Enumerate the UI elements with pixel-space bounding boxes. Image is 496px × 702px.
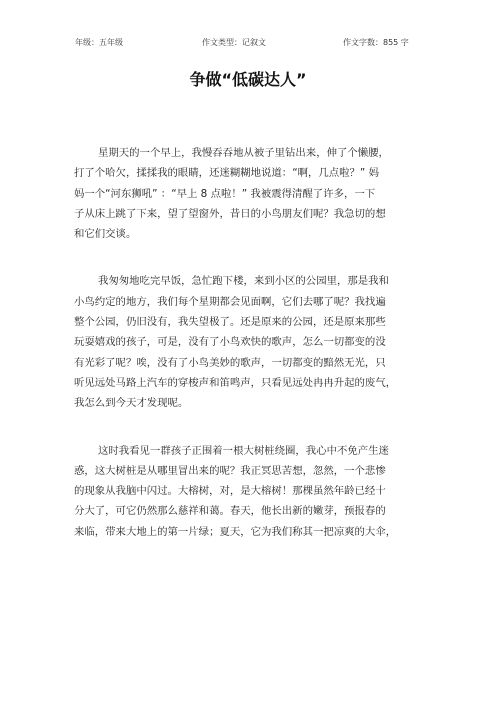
paragraph-line: 星期天的一个早上，我慢吞吞地从被子里钻出来，伸了个懒腰， xyxy=(98,147,389,159)
essay-type-label: 作文类型：记叙文 xyxy=(202,38,266,47)
paragraph-line: 来临，带来大地上的第一片绿；夏天，它为我们称其一把凉爽的大伞， xyxy=(74,525,397,538)
paragraph-line: 分大了，可它仍然那么慈祥和蔼。春天，他长出新的嫩芽，预报春的 xyxy=(74,505,386,518)
paragraph-line: 和它们交谈。 xyxy=(74,228,137,241)
paragraph-line: 子从床上跳了下来，望了望窗外，昔日的小鸟朋友们呢？我急切的想 xyxy=(74,207,386,220)
paragraph-line: 妈一个“河东狮吼” ：“早上 8 点啦！” 我被震得清醒了许多，一下 xyxy=(74,187,376,200)
grade-label: 年级：五年级 xyxy=(75,38,123,47)
word-count-label: 作文字数：855 字 xyxy=(343,38,409,47)
paragraph-line: 的现象从我脑中闪过。大榕树，对，是大榕树！那棵虽然年龄已经十 xyxy=(74,485,386,498)
paragraph-1 xyxy=(74,143,446,244)
paragraph-line: 这时我看见一群孩子正围着一根大树桩绕圈，我心中不免产生迷 xyxy=(98,444,389,457)
paragraph-line: 小鸟约定的地方，我们每个星期都会见面啊，它们去哪了呢？我找遍 xyxy=(74,295,386,308)
paragraph-3 xyxy=(74,441,446,542)
paragraph-line: 惑，这大树桩是从哪里冒出来的呢？我正冥思苦想，忽然，一个悲惨 xyxy=(74,464,386,477)
essay-body xyxy=(74,143,446,569)
paragraph-line: 我怎么到今天才发现呢。 xyxy=(74,397,189,410)
paragraph-2 xyxy=(74,271,446,413)
document-meta-header xyxy=(0,37,496,51)
paragraph-line: 玩耍嬉戏的孩子，可是，没有了小鸟欢快的歌声，怎么一切都变的没 xyxy=(74,336,386,349)
paragraph-line: 我匆匆地吃完早饭，急忙跑下楼，来到小区的公园里，那是我和 xyxy=(98,275,389,288)
paragraph-line: 打了个哈欠，揉揉我的眼睛，还迷糊糊地说道：“啊，几点啦？” 妈 xyxy=(74,167,380,180)
paragraph-line: 整个公园，仍旧没有，我失望极了。还是原来的公园，还是原来那些 xyxy=(74,316,386,329)
essay-title: 争做“低碳达人” xyxy=(189,70,307,89)
paragraph-line: 听见远处马路上汽车的穿梭声和笛鸣声，只看见远处冉冉升起的废气， xyxy=(74,376,397,389)
paragraph-line: 有光彩了呢？唉，没有了小鸟美妙的歌声，一切都变的黯然无光，只 xyxy=(74,356,386,369)
